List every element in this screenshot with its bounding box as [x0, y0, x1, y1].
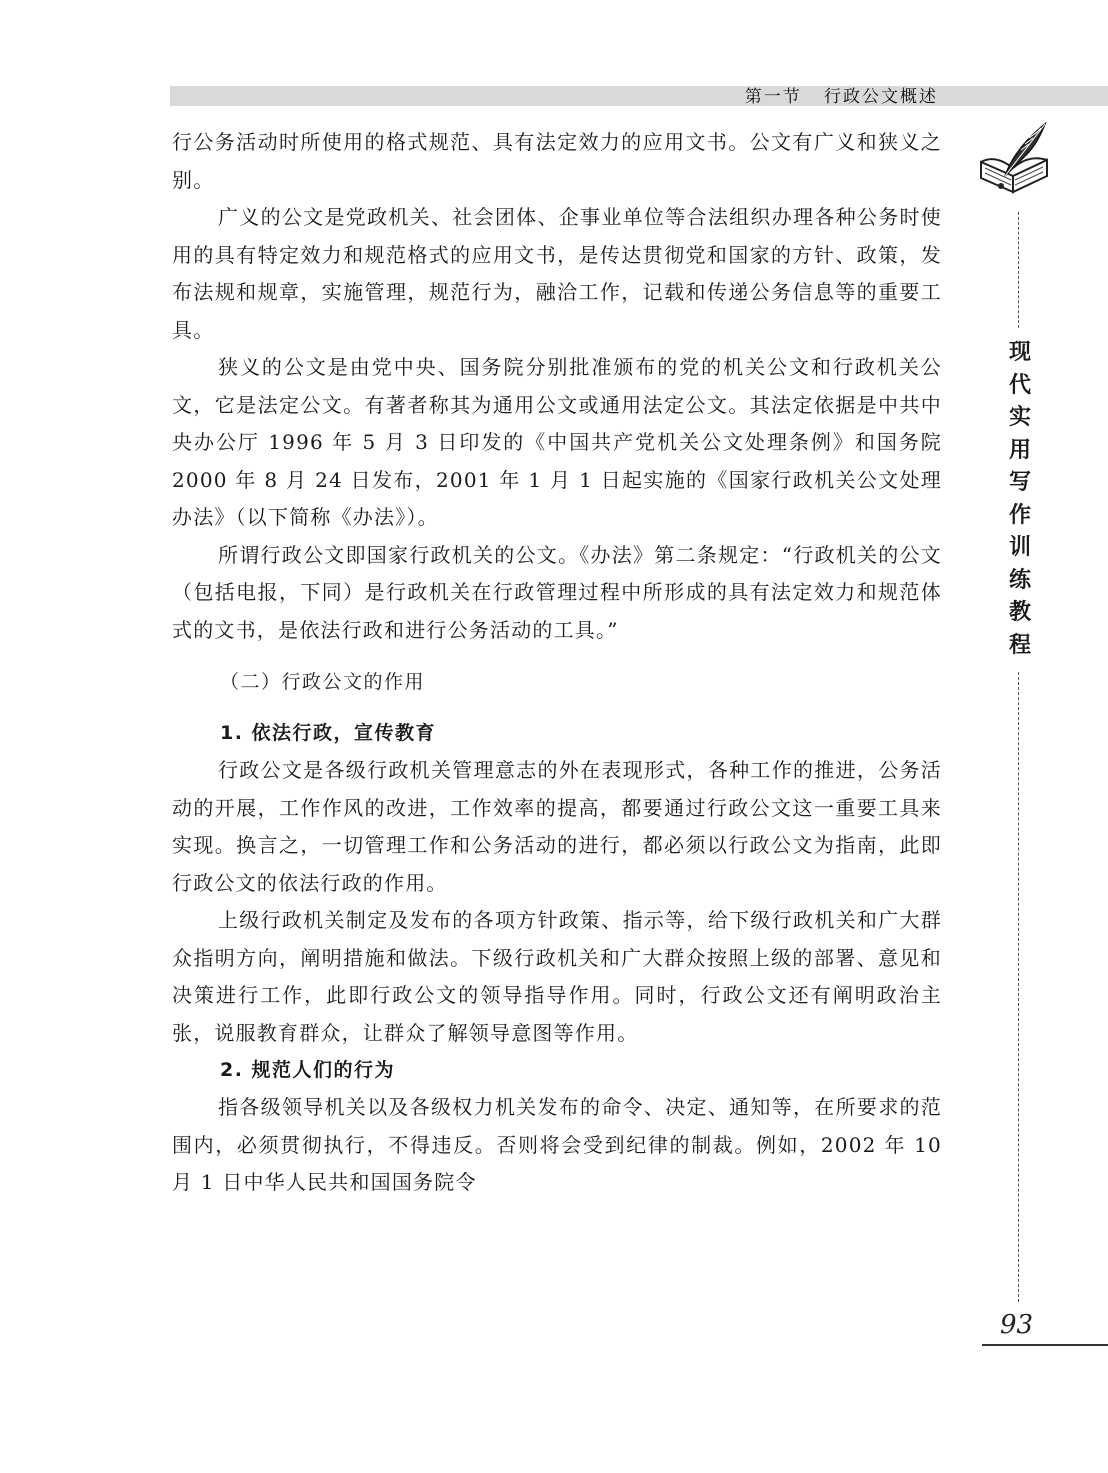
book-title-char: 代 — [1008, 371, 1031, 398]
paragraph: 行政公文是各级行政机关管理意志的外在表现形式，各种工作的推进，公务活动的开展，工作作风的改进，工作效率的提高，都要通过行政公文这一重要工具来实现。换言之，一切管理工作和公务活动的进行，都必须以行政公文为指南，此即行政公文的依法行政的作用。 — [172, 758, 942, 895]
paragraph: 行公务活动时所使用的格式规范、具有法定效力的应用文书。公文有广义和狭义之别。 — [172, 130, 942, 192]
subsection-heading: 2. 规范人们的行为 — [220, 1059, 396, 1081]
page-body — [172, 124, 942, 1202]
paragraph: 所谓行政公文即国家行政机关的公文。《办法》第二条规定：“行政机关的公文（包括电报，下同）是行政机关在行政管理过程中所形成的具有法定效力和规范体式的文书，是依法行政和进行公务活动的工具。” — [172, 542, 942, 642]
running-header-bar — [170, 86, 1108, 106]
book-title-char: 用 — [1008, 436, 1031, 463]
paragraph: 上级行政机关制定及发布的各项方针政策、指示等，给下级行政机关和广大群众指明方向，阐明措施和做法。下级行政机关和广大群众按照上级的部署、意见和决策进行工作，此即行政公文的领导指导作用。同时，行政公文还有阐明政治主张，说服教育群众，让群众了解领导意图等作用。 — [172, 908, 942, 1045]
book-title-char: 现 — [1008, 339, 1031, 365]
margin-divider — [1018, 212, 1019, 328]
book-title-char: 教 — [1008, 599, 1031, 625]
book-title-vertical — [1000, 336, 1040, 661]
running-header — [745, 86, 938, 106]
book-title-char: 作 — [1008, 501, 1031, 528]
paragraph: 指各级领导机关以及各级权力机关发布的命令、决定、通知等，在所要求的范围内，必须贯彻执行，不得违反。否则将会受到纪律的制裁。例如，2002 年 10 月 1 日中华人民共和国国务院令 — [172, 1095, 942, 1194]
page-number: 93 — [1000, 1310, 1034, 1340]
margin-divider — [1018, 672, 1019, 1302]
book-quill-icon — [975, 118, 1057, 202]
book-title-char: 练 — [1008, 566, 1031, 593]
book-title-char: 训 — [1008, 534, 1031, 560]
book-title-char: 程 — [1008, 631, 1031, 658]
paragraph: 狭义的公文是由党中央、国务院分别批准颁布的党的机关公文和行政机关公文，它是法定公文。有著者称其为通用公文或通用法定公文。其法定依据是中共中央办公厅 1996 年 5 月 3 日印发的《中国共产党机关公文处理条例》和国务院 2000 年 8 月 24 日发布，2001 年 1 月 1 日起实施的《国家行政机关公文处理办法》（以下简称《办法》）。 — [172, 355, 942, 529]
page-number-rule — [982, 1344, 1108, 1346]
header-section: 第一节 — [744, 87, 802, 107]
header-title: 行政公文概述 — [824, 87, 938, 107]
section-heading: （二）行政公文的作用 — [220, 671, 426, 693]
subsection-heading: 1. 依法行政，宣传教育 — [220, 722, 437, 744]
paragraph: 广义的公文是党政机关、社会团体、企事业单位等合法组织办理各种公务时使用的具有特定效力和规范格式的应用文书，是传达贯彻党和国家的方针、政策，发布法规和规章，实施管理，规范行为，融洽工作，记载和传递公务信息等的重要工具。 — [172, 205, 942, 342]
book-title-char: 实 — [1008, 404, 1031, 430]
book-title-char: 写 — [1008, 469, 1031, 495]
